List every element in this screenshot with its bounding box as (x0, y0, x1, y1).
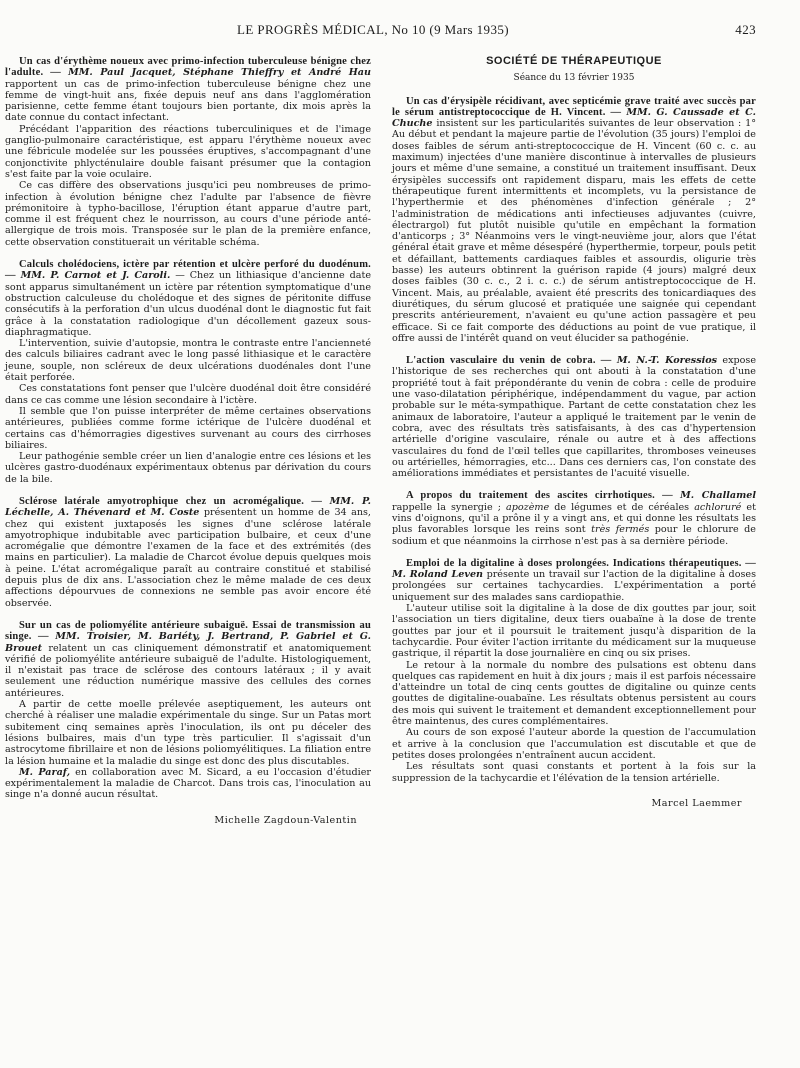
article-authors: MM. G. Caussade et C. Chuche (392, 106, 756, 130)
left-column (5, 56, 371, 826)
signature: Marcel Laemmer (651, 797, 742, 809)
article-erysipele (392, 96, 756, 345)
paragraph-part: pour le chlorure de sodium et que néanmoins la cirrhose n'est pas à sa dernière période. (392, 524, 756, 547)
paragraph: Le retour à la normale du nombre des pulsations est obtenu dans quelques cas rapidement en huit à dix jours ; mais il est parfois nécessaire d'atteindre un total de cinq cents gouttes de digitaline ou quinze cents gouttes de digitaline-ouabaïne. Les résultats obtenus persistent au cours des mois qui suivent le traitement et demandent exceptionnellement pour être maintenus, des cures complémentaires. (392, 659, 756, 728)
paragraph-part: rappelle la synergie ; (392, 501, 501, 513)
article-ascites-cirrhotiques (392, 490, 756, 546)
article-heading: A propos du traitement des ascites cirrhotiques. — (406, 490, 673, 502)
paragraph: Ces constatations font penser que l'ulcère duodénal doit être considéré dans ce cas comme une lésion secondaire à l'ictère. (5, 383, 371, 406)
signature: Michelle Zagdoun-Valentin (214, 814, 357, 826)
paragraph: en collaboration avec M. Sicard, a eu l'occasion d'étudier expérimentalement la maladie de Charcot. Dans trois cas, l'inoculation au singe n'a donné aucun résultat. (5, 766, 371, 801)
paragraph: A partir de cette moelle prélevée aseptiquement, les auteurs ont cherché à réaliser une maladie expérimentale du singe. Sur un Patas mort subitement cinq semaines après l'inoculation, ils ont pu déceler des lésions bulbaires, mais d'un type très particulier. Il s'agissait d'un astrocytome fibrillaire et non de lésions poliomyélitiques. La filiation entre la lésion humaine et la maladie du singe est donc des plus discutables. (5, 699, 371, 767)
paragraph: Les résultats sont quasi constants et portent à la fois sur la suppression de la tachycardie et l'élévation de la tension artérielle. (392, 761, 756, 784)
article-authors: MM. Paul Jacquet, Stéphane Thieffry et André Hau (68, 67, 371, 79)
article-poliomyelite (5, 620, 371, 801)
paragraph: — Chez un lithiasique d'ancienne date sont apparus simultanément un ictère par rétention symptomatique d'une obstruction calculeuse du cholédoque et des signes de péritonite diffuse consécutifs à la perforation d'un ulcus duodénal dont le diagnostic fut fait grâce à la constatation radiologique d'un décollement gazeux sous-diaphragmatique. (5, 270, 372, 338)
paragraph-part: de légumes et de céréales (554, 501, 690, 513)
article-sclerose-laterale (5, 496, 371, 609)
paragraph-emphasis: apozème (506, 501, 550, 513)
article-authors: M. Challamel (680, 490, 756, 502)
session-date: Séance du 13 février 1935 (513, 73, 635, 84)
paragraph: Ce cas diffère des observations jusqu'ici peu nombreuses de primo-infection à évolution bénigne chez l'adulte par l'absence de fièvre prémonitoire à typho-bacillose, l'éruption étant apparue d'autre part, comme il est fréquent chez le nourrisson, au cours d'une période anté-allergique de trois mois. Transposée sur le plan de la première enfance, cette observation constituerait un véritable schéma. (5, 180, 371, 248)
paragraph: rapportent un cas de primo-infection tuberculeuse bénigne chez une femme de vingt-huit ans, fixée depuis neuf ans dans l'agglomération parisienne, cette femme étant toujours bien portante, dix mois après la date connue du contact infectant. (5, 78, 371, 124)
paragraph: Précédant l'apparition des réactions tuberculiniques et de l'image ganglio-pulmonaire caractéristique, est apparu l'érythème noueux avec une fébricule modelée sur les poussées éruptives, s'accompagnant d'une conjonctivite phlycténulaire double faisant présumer que la contagion s'est faite par la voie oculaire. (5, 123, 371, 180)
paragraph: insistent sur les particularités suivantes de leur observation : 1° Au début et pendant la majeure partie de l'évolution (35 jours) l'emploi de doses faibles de sérum anti-streptococcique de H. Vincent (60 c. c. au maximum) injectées d'une manière discontinue à intervalles de plusieurs jours et même d'une semaine, a constitué un traitement insuffisant. Deux érysipèles successifs ont rapidement disparu, mais les effets de cette thérapeutique furent intermittents et incomplets, vu la persistance de l'hyperthermie et des phénomènes d'infection générale ; 2° l'administration de médications anti infectieuses adjuvantes (cuivre, électrargol) fut plutôt nuisible qu'utile en empêchant la formation d'anticorps ; 3° Néanmoins vers le vingt-neuvième jour, alors que l'état général était grave et même désespéré (hyperthermie, torpeur, pouls petit et défaillant, battements cardiaques faibles et assourdis, oligurie très basse) les auteurs obtinrent la guérison rapide (4 jours) malgré deux doses faibles (30 c. c., 2 i. c. c.) de sérum antistreptococcique de H. Vincent. Mais, au préalable, avaient été prescrits des tonicardiaques des diurétiques, du sérum glucosé et pratiquée une saignée qui cependant prescrits antérieurement, n'avaient eu qu'une action passagère et peu efficace. Si ce fait comporte des déductions au point de vue pratique, il offre aussi de l'intérêt quand on veut élucider sa pathogénie. (392, 118, 756, 344)
article-authors: M. Roland Leven (392, 569, 484, 581)
paragraph: Leur pathogénie semble créer un lien d'analogie entre ces lésions et les ulcères gastro-duodénaux expérimentaux obtenus par dérivation du cours de la bile. (5, 451, 371, 485)
paragraph: L'auteur utilise soit la digitaline à la dose de dix gouttes par jour, soit l'association un tiers digitaline, deux tiers ouabaïne à la dose de trente gouttes par jour et il poursuit le traitement jusqu'à disparition de la tachycardie. Pour éviter l'action irritante du médicament sur la muqueuse gastrique, il répartit la dose journalière en cinq ou six prises. (392, 603, 756, 660)
paragraph: expose l'historique de ses recherches qui ont abouti à la constatation d'une propriété tout à fait prépondérante du venin de cobra : celle de produire une vaso-dilatation périphérique, indépendamment du vague, par action probable sur le méta-sympathique. Partant de cette constatation chez les animaux de laboratoire, l'auteur a appliqué le traitement par le venin de cobra, avec des résultats très satisfaisants, à des cas d'hypertension artérielle d'origine vasculaire, rénale ou autre et à des affections vasculaires du fond de l'œil telles que capillarites, thromboses veineuses ou artérielles, hémorragies, etc... Dans ces derniers cas, l'on constate des améliorations immédiates et persistantes de l'acuité visuelle. (392, 355, 756, 480)
right-column (392, 56, 756, 809)
article-calculs-choledociens (5, 259, 371, 485)
page-number: 423 (735, 22, 756, 37)
article-heading: Sur un cas de poliomyélite antérieure subaiguë. Essai de transmission au singe. — (5, 619, 371, 643)
article-heading: Un cas d'érysipèle récidivant, avec septicémie grave traité avec succès par le sérum antistreptococcique de H. Vincent. — (392, 95, 756, 118)
article-heading: Emploi de la digitaline à doses prolongées. Indications thérapeutiques. — (406, 557, 756, 569)
paragraph: relatent un cas cliniquement démonstratif et anatomiquement vérifié de poliomyélite antérieure subaiguë de l'adulte. Histologiquement, il n'existait pas trace de sclérose des contours latéraux ; il y avait seulement une réduction numérique massive des cellules des cornes antérieures. (5, 642, 371, 699)
paragraph-part: et vins d'oignons, qu'il a prône il y a vingt ans, et qui donne les résultats les plus favorables lorsque les reins sont (392, 501, 756, 536)
article-authors: MM. P. Carnot et J. Caroli. (20, 270, 171, 282)
article-digitaline (392, 558, 756, 784)
article-venin-cobra (392, 355, 756, 479)
running-header (6, 22, 756, 38)
article-heading: Un cas d'érythème noueux avec primo-infection tuberculeuse bénigne chez l'adulte. — (5, 56, 371, 79)
article-authors: MM. Troisier, M. Bariéty, J. Bertrand, P. Gabriel et G. Brouet (5, 631, 371, 654)
article-heading: L'action vasculaire du venin de cobra. — (406, 355, 612, 367)
article-authors: M. N.-T. Koressios (616, 355, 718, 367)
paragraph: L'intervention, suivie d'autopsie, montra le contraste entre l'ancienneté des calculs biliaires cadrant avec le long passé lithiasique et le caractère jeune, souple, non scléreux de deux ulcérations duodénales dont l'une était perforée. (5, 338, 371, 384)
paragraph: présentent un homme de 34 ans, chez qui existent juxtaposés les signes d'une sclérose latérale amyotrophique indubitable avec participation bulbaire, et ceux d'une acromégalie que démontre l'examen de la face et des extrémités (des mains en particulier). La maladie de Charcot évolue depuis quelques mois à peine. L'état acromégalique paraît au contraire constitué et stabilisé depuis plus de dix ans. L'association chez le même malade de ces deux affections dépourvues de connexions ne semble pas avoir encore été observée. (5, 507, 371, 609)
article-erytheme-noueux (5, 56, 371, 248)
article-authors: MM. P. Léchelle, A. Thévenard et M. Coste (5, 495, 371, 519)
article-authors: M. Paraf, (19, 766, 71, 778)
paragraph: présente un travail sur l'action de la digitaline à doses prolongées sur certaines tachycardies. L'expérimentation a porté uniquement sur des malades sans cardiopathie. (392, 569, 756, 603)
journal-title: LE PROGRÈS MÉDICAL, No 10 (9 Mars 1935) (237, 22, 509, 37)
article-heading: Calculs cholédociens, ictère par rétention et ulcère perforé du duodénum. — (5, 259, 371, 282)
paragraph: Il semble que l'on puisse interpréter de même certaines observations antérieures, publiées comme forme ictérique de l'ulcère duodénal et certains cas d'hémorragies digestives survenant au cours des cirrhoses biliaires. (5, 405, 371, 451)
paragraph-emphasis: achloruré (694, 501, 742, 513)
paragraph: Au cours de son exposé l'auteur aborde la question de l'accumulation et arrive à la conclusion que l'accumulation est discutable et que de petites doses prolongées n'entraînent aucun accident. (392, 727, 756, 761)
section-title: SOCIÉTÉ DE THÉRAPEUTIQUE (486, 55, 662, 67)
article-heading: Sclérose latérale amyotrophique chez un acromégalique. — (19, 495, 323, 507)
paragraph-emphasis: très fermés (591, 524, 650, 536)
